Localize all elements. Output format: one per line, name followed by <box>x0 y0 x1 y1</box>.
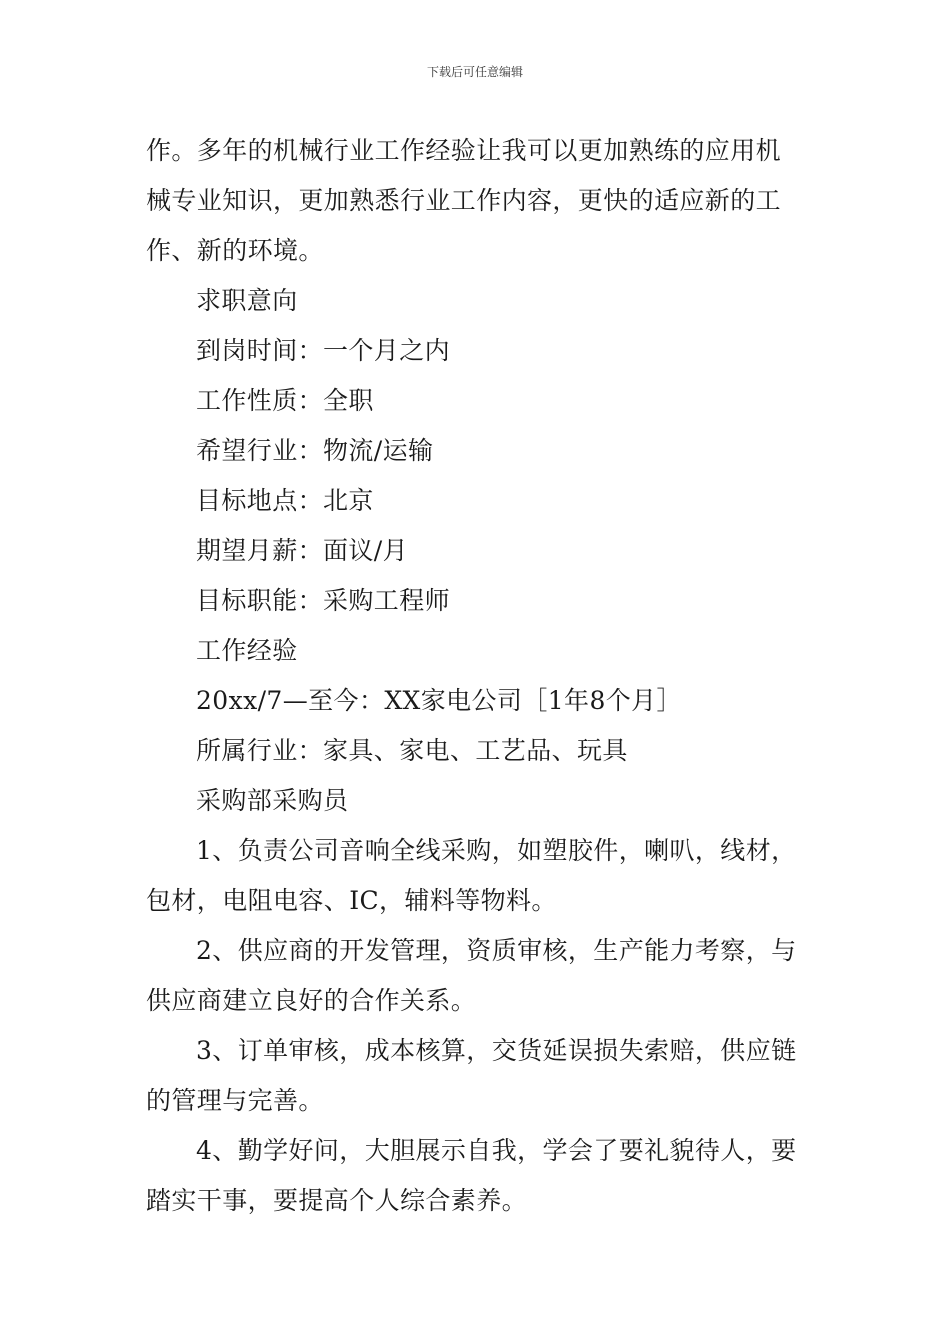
field-expected-salary: 期望月薪：面议/月 <box>196 536 409 565</box>
paragraph-line: 作。多年的机械行业工作经验让我可以更加熟练的应用机 <box>146 136 782 165</box>
duty-item-1: 1、负责公司音响全线采购，如塑胶件，喇叭，线材， <box>196 836 797 865</box>
paragraph-line: 械专业知识，更加熟悉行业工作内容，更快的适应新的工 <box>146 186 782 215</box>
experience-period: 20xx/7—至今：XX家电公司［1年8个月］ <box>196 686 682 715</box>
duty-item-2: 2、供应商的开发管理，资质审核，生产能力考察，与 <box>196 936 797 965</box>
section-heading-work-experience: 工作经验 <box>196 636 298 665</box>
duty-item-4: 4、勤学好问，大胆展示自我，学会了要礼貌待人，要 <box>196 1136 797 1165</box>
experience-industry: 所属行业：家具、家电、工艺品、玩具 <box>196 736 628 765</box>
field-desired-industry: 希望行业：物流/运输 <box>196 436 434 465</box>
duty-item-3: 3、订单审核，成本核算，交货延误损失索赔，供应链 <box>196 1036 797 1065</box>
field-target-location: 目标地点：北京 <box>196 486 374 515</box>
field-target-function: 目标职能：采购工程师 <box>196 586 451 615</box>
duty-item-1-cont: 包材，电阻电容、IC，辅料等物料。 <box>146 886 557 915</box>
field-arrival-time: 到岗时间：一个月之内 <box>196 336 451 365</box>
section-heading-job-intention: 求职意向 <box>196 286 298 315</box>
duty-item-3-cont: 的管理与完善。 <box>146 1086 324 1115</box>
document-body <box>146 126 806 1226</box>
experience-position: 采购部采购员 <box>196 786 349 815</box>
paragraph-line: 作、新的环境。 <box>146 236 324 265</box>
duty-item-4-cont: 踏实干事，要提高个人综合素养。 <box>146 1186 528 1215</box>
field-job-type: 工作性质：全职 <box>196 386 374 415</box>
page-header-note: 下载后可任意编辑 <box>426 65 523 79</box>
duty-item-2-cont: 供应商建立良好的合作关系。 <box>146 986 477 1015</box>
